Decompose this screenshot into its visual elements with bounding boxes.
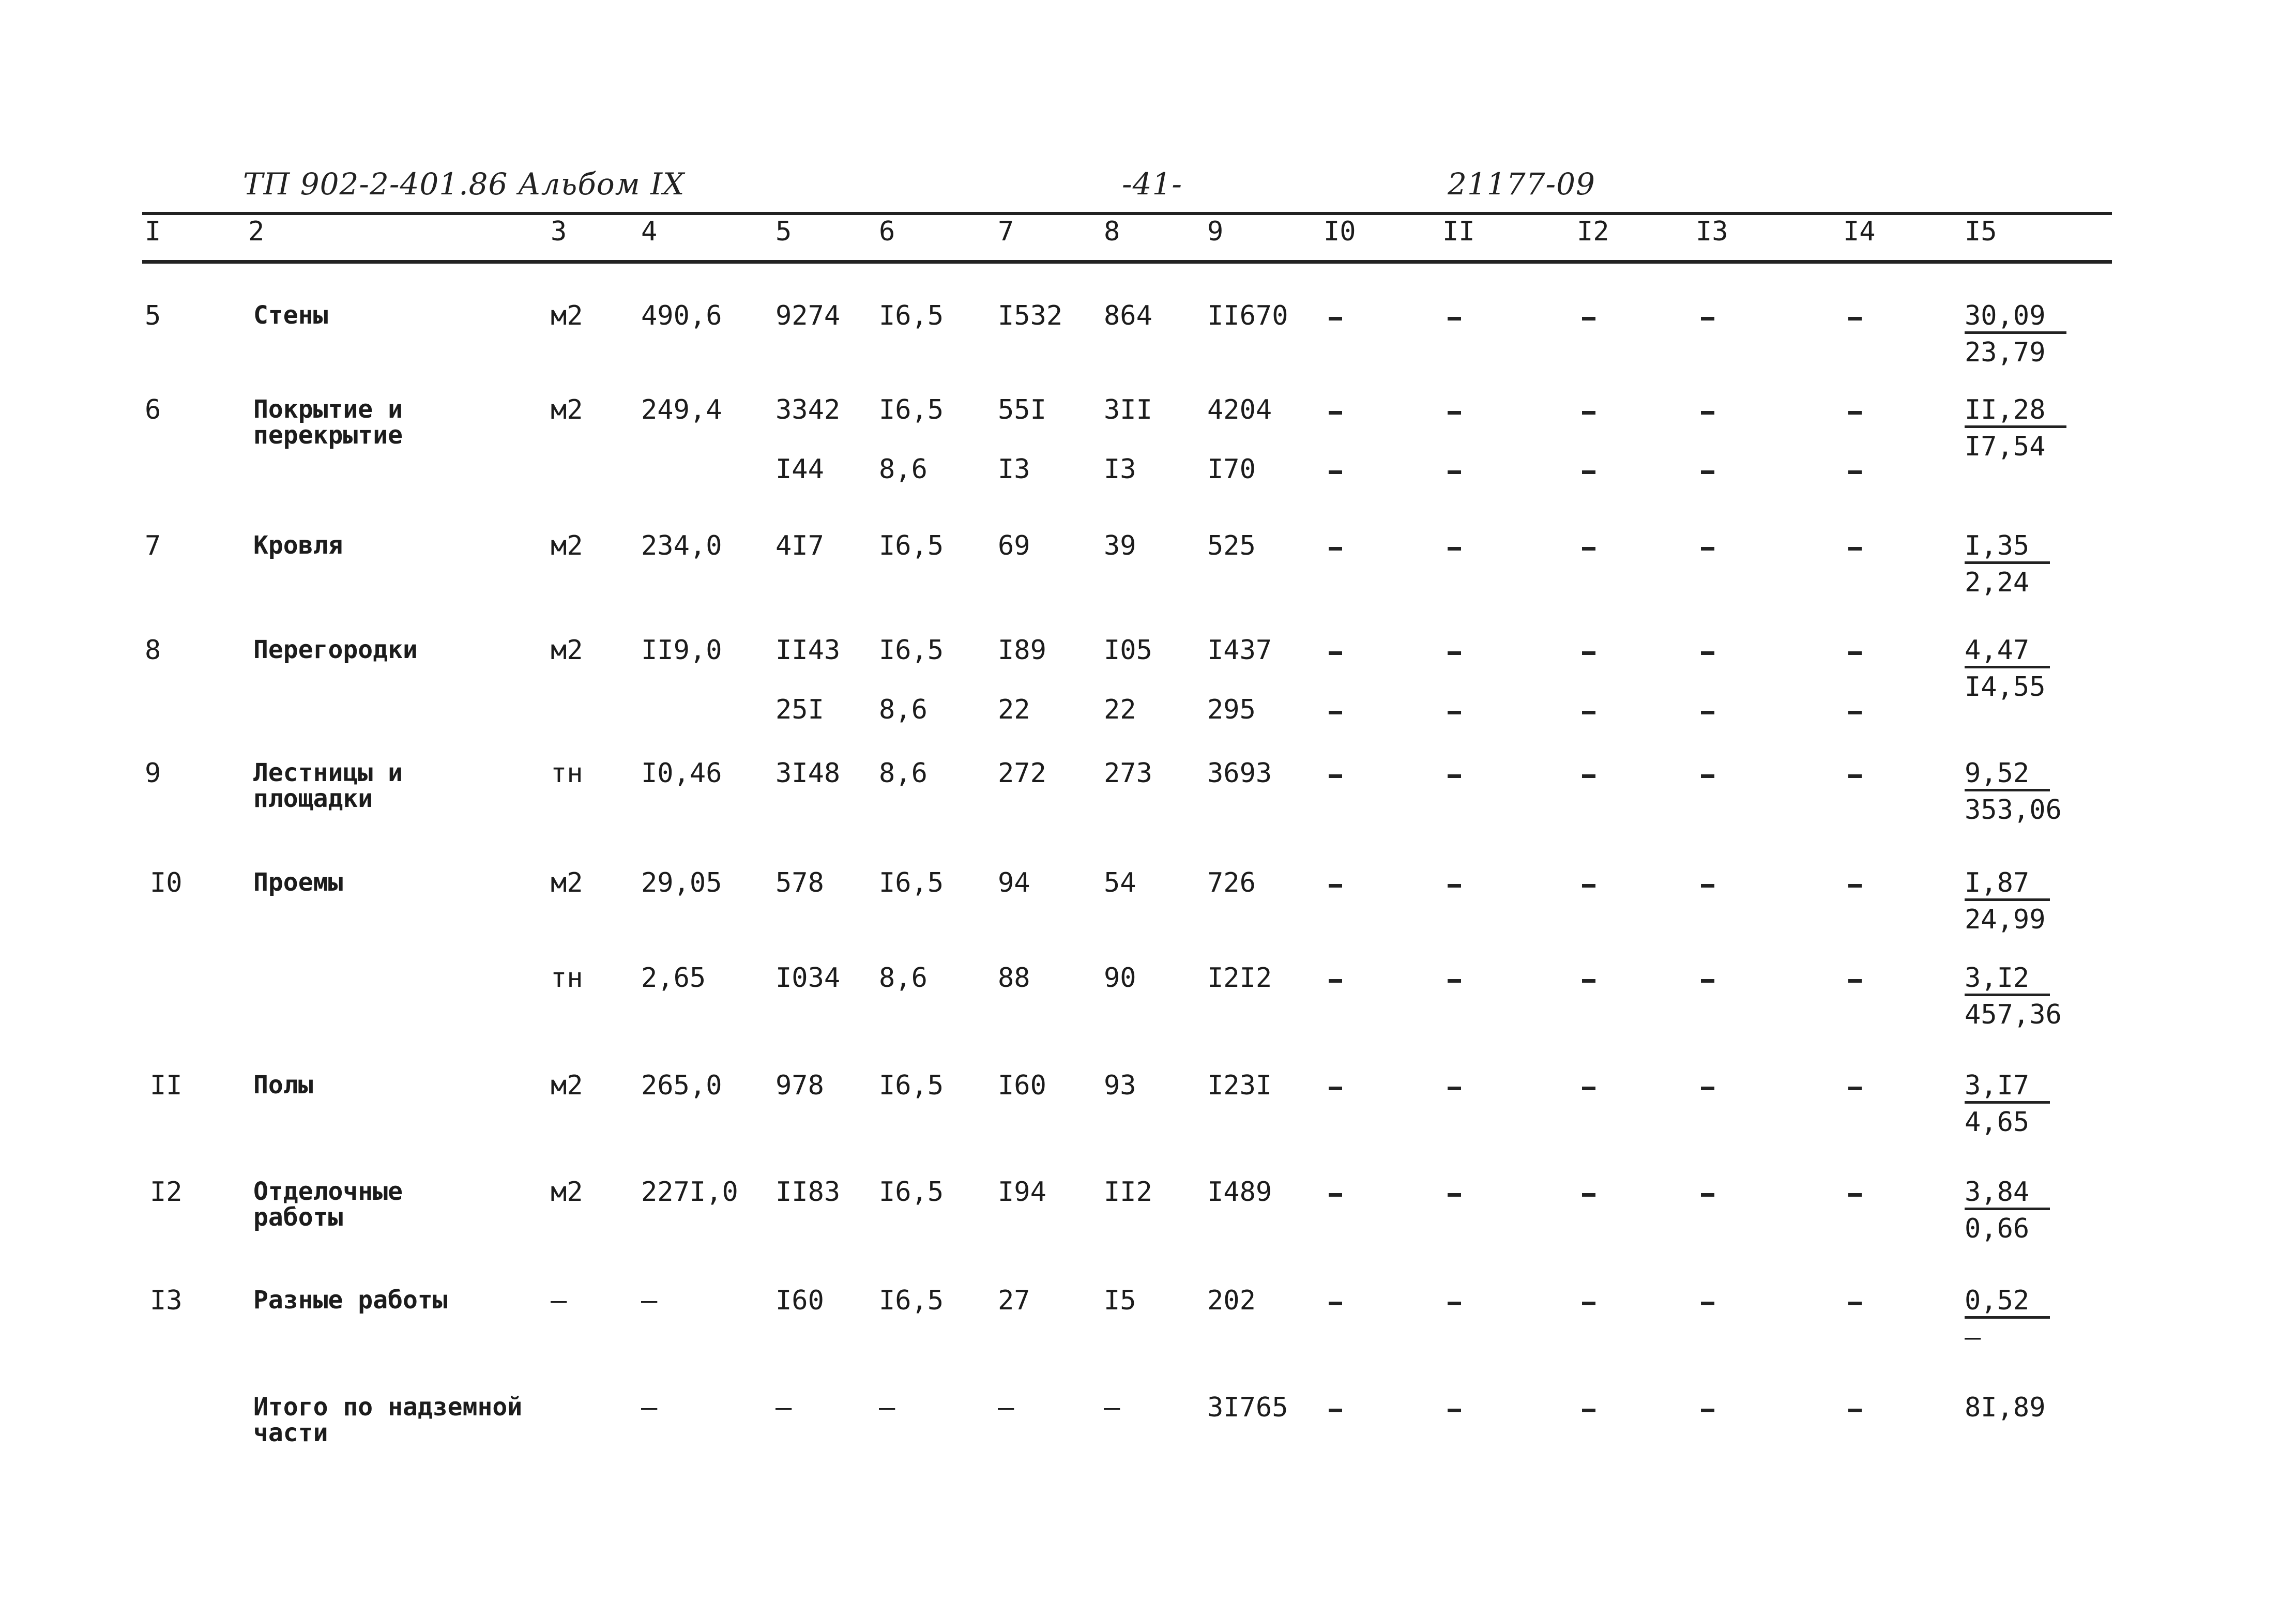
empty-dash-col-10: [1329, 470, 1342, 474]
value-col-7: 88: [998, 963, 1030, 994]
empty-dash-col-13: [1701, 979, 1714, 983]
result-denominator: 353,06: [1965, 795, 2062, 826]
value-col-8: 54: [1104, 867, 1136, 898]
empty-dash-col-11: [1448, 884, 1461, 888]
result-fraction: [1965, 1072, 2050, 1136]
empty-dash-col-10: [1329, 711, 1342, 714]
quantity-cell: –: [641, 1392, 658, 1423]
result-numerator: 0,52: [1965, 1287, 2050, 1319]
empty-dash-col-13: [1701, 1087, 1714, 1090]
empty-dash-col-13: [1701, 651, 1714, 655]
result-denominator: 457,36: [1965, 999, 2062, 1030]
value-col-8: I3: [1104, 454, 1136, 485]
empty-dash-col-14: [1848, 979, 1862, 983]
row-number: I0: [150, 867, 183, 898]
row-number: 9: [145, 758, 161, 789]
empty-dash-col-12: [1582, 651, 1595, 655]
quantity-cell: 2,65: [641, 963, 706, 994]
empty-dash-col-10: [1329, 317, 1342, 320]
result-numerator: 9,52: [1965, 760, 2050, 791]
empty-dash-col-14: [1848, 711, 1862, 714]
empty-dash-col-14: [1848, 547, 1862, 551]
row-number: II: [150, 1070, 183, 1101]
value-col-8: I5: [1104, 1285, 1136, 1316]
result-denominator: 24,99: [1965, 904, 2046, 935]
result-numerator: 3,84: [1965, 1179, 2050, 1210]
value-col-6: –: [879, 1392, 895, 1423]
result-fraction: [1965, 869, 2050, 933]
row-number: I2: [150, 1177, 183, 1208]
value-col-5: I60: [776, 1285, 824, 1316]
value-col-7: I89: [998, 635, 1046, 666]
value-col-7: I60: [998, 1070, 1046, 1101]
result-fraction: [1965, 1287, 2050, 1351]
result-denominator: 4,65: [1965, 1107, 2030, 1138]
unit-cell: –: [551, 1285, 567, 1316]
empty-dash-col-10: [1329, 1087, 1342, 1090]
column-header-6: 6: [879, 216, 895, 247]
value-col-5: I44: [776, 454, 824, 485]
quantity-cell: –: [641, 1285, 658, 1316]
quantity-cell: 265,0: [641, 1070, 722, 1101]
empty-dash-col-12: [1582, 979, 1595, 983]
empty-dash-col-13: [1701, 774, 1714, 778]
empty-dash-col-11: [1448, 651, 1461, 655]
value-col-8: 22: [1104, 694, 1136, 725]
value-col-9: I70: [1207, 454, 1256, 485]
value-col-7: –: [998, 1392, 1014, 1423]
value-col-9: II670: [1207, 300, 1288, 331]
value-col-6: 8,6: [879, 694, 927, 725]
result-numerator: 4,47: [1965, 637, 2050, 668]
quantity-cell: 227I,0: [641, 1177, 738, 1208]
row-name: Итого по надземной части: [253, 1393, 523, 1447]
row-name: Перегородки: [253, 635, 418, 664]
column-header-11: II: [1442, 216, 1475, 247]
value-col-5: 978: [776, 1070, 824, 1101]
value-col-5: I034: [776, 963, 841, 994]
row-number: 8: [145, 635, 161, 666]
empty-dash-col-11: [1448, 1409, 1461, 1412]
quantity-cell: 234,0: [641, 530, 722, 561]
result-fraction: [1965, 635, 2050, 703]
row-number: 6: [145, 394, 161, 425]
unit-cell: тн: [551, 758, 583, 789]
value-col-5: 3I48: [776, 758, 841, 789]
result-fraction: [1965, 532, 2050, 596]
column-header-15: I5: [1965, 216, 1997, 247]
unit-cell: м2: [551, 635, 583, 666]
page-number: -41-: [1122, 166, 1182, 202]
result-fraction: [1965, 965, 2062, 1028]
value-col-6: I6,5: [879, 530, 944, 561]
unit-cell: м2: [551, 530, 583, 561]
empty-dash-col-12: [1582, 774, 1595, 778]
result-numerator: 3,I7: [1965, 1072, 2050, 1104]
column-header-1: I: [145, 216, 161, 247]
value-col-9: 295: [1207, 694, 1256, 725]
result-numerator: 3,I2: [1965, 965, 2050, 996]
empty-dash-col-13: [1701, 317, 1714, 320]
empty-dash-col-14: [1848, 1302, 1862, 1305]
unit-cell: тн: [551, 963, 583, 994]
column-header-10: I0: [1324, 216, 1356, 247]
value-col-5: 3342: [776, 394, 841, 425]
value-col-7: 27: [998, 1285, 1030, 1316]
value-col-9: 202: [1207, 1285, 1256, 1316]
empty-dash-col-14: [1848, 470, 1862, 474]
quantity-cell: II9,0: [641, 635, 722, 666]
empty-dash-col-11: [1448, 1193, 1461, 1197]
value-col-9: I2I2: [1207, 963, 1272, 994]
result-numerator: I,35: [1965, 532, 2050, 564]
empty-dash-col-14: [1848, 774, 1862, 778]
column-header-4: 4: [641, 216, 658, 247]
empty-dash-col-12: [1582, 317, 1595, 320]
row-name: Отделочные работы: [253, 1177, 403, 1232]
unit-cell: м2: [551, 1070, 583, 1101]
column-header-3: 3: [551, 216, 567, 247]
column-header-7: 7: [998, 216, 1014, 247]
header-rule-top: [142, 212, 2112, 215]
value-col-9: 525: [1207, 530, 1256, 561]
value-col-9: 4204: [1207, 394, 1272, 425]
value-col-6: I6,5: [879, 1285, 944, 1316]
value-col-8: 273: [1104, 758, 1152, 789]
empty-dash-col-10: [1329, 411, 1342, 415]
value-col-8: 93: [1104, 1070, 1136, 1101]
empty-dash-col-12: [1582, 1193, 1595, 1197]
result-fraction: [1965, 396, 2066, 460]
value-col-6: I6,5: [879, 1177, 944, 1208]
empty-dash-col-11: [1448, 979, 1461, 983]
empty-dash-col-11: [1448, 317, 1461, 320]
empty-dash-col-10: [1329, 774, 1342, 778]
document-code: ТП 902-2-401.86 Альбом IX: [243, 166, 685, 202]
unit-cell: м2: [551, 1177, 583, 1208]
value-col-5: 25I: [776, 694, 824, 725]
empty-dash-col-14: [1848, 1409, 1862, 1412]
empty-dash-col-10: [1329, 1409, 1342, 1412]
result-fraction: [1965, 1179, 2050, 1242]
row-name: Кровля: [253, 531, 343, 560]
value-col-7: 55I: [998, 394, 1046, 425]
column-header-13: I3: [1696, 216, 1728, 247]
quantity-cell: 249,4: [641, 394, 722, 425]
unit-cell: м2: [551, 867, 583, 898]
value-col-5: 4I7: [776, 530, 824, 561]
empty-dash-col-12: [1582, 1087, 1595, 1090]
value-col-6: I6,5: [879, 635, 944, 666]
value-col-7: I532: [998, 300, 1063, 331]
value-col-5: II83: [776, 1177, 841, 1208]
empty-dash-col-14: [1848, 1193, 1862, 1197]
empty-dash-col-12: [1582, 711, 1595, 714]
empty-dash-col-10: [1329, 547, 1342, 551]
empty-dash-col-12: [1582, 884, 1595, 888]
row-number: I3: [150, 1285, 183, 1316]
result-denominator: –: [1965, 1322, 1981, 1353]
empty-dash-col-11: [1448, 1302, 1461, 1305]
value-col-7: I3: [998, 454, 1030, 485]
empty-dash-col-12: [1582, 1409, 1595, 1412]
empty-dash-col-13: [1701, 411, 1714, 415]
unit-cell: м2: [551, 300, 583, 331]
empty-dash-col-12: [1582, 1302, 1595, 1305]
result-numerator: II,28: [1965, 396, 2066, 428]
empty-dash-col-14: [1848, 317, 1862, 320]
value-col-7: 94: [998, 867, 1030, 898]
empty-dash-col-13: [1701, 1302, 1714, 1305]
row-number: 5: [145, 300, 161, 331]
empty-dash-col-11: [1448, 547, 1461, 551]
result-fraction: [1965, 302, 2066, 366]
value-col-9: I489: [1207, 1177, 1272, 1208]
empty-dash-col-13: [1701, 884, 1714, 888]
empty-dash-col-11: [1448, 411, 1461, 415]
result-denominator: 23,79: [1965, 337, 2046, 368]
empty-dash-col-12: [1582, 411, 1595, 415]
value-col-8: 90: [1104, 963, 1136, 994]
empty-dash-col-13: [1701, 1409, 1714, 1412]
value-col-6: 8,6: [879, 758, 927, 789]
value-col-7: 272: [998, 758, 1046, 789]
empty-dash-col-14: [1848, 884, 1862, 888]
quantity-cell: 29,05: [641, 867, 722, 898]
value-col-9: 726: [1207, 867, 1256, 898]
row-name: Стены: [253, 301, 328, 330]
value-col-5: 578: [776, 867, 824, 898]
empty-dash-col-13: [1701, 547, 1714, 551]
value-col-5: –: [776, 1392, 792, 1423]
value-col-9: I437: [1207, 635, 1272, 666]
value-col-8: –: [1104, 1392, 1120, 1423]
result-numerator: 30,09: [1965, 302, 2066, 334]
row-name: Полы: [253, 1071, 313, 1100]
value-col-8: 3II: [1104, 394, 1152, 425]
value-col-6: I6,5: [879, 867, 944, 898]
empty-dash-col-11: [1448, 1087, 1461, 1090]
result-fraction: [1965, 1394, 2066, 1428]
inventory-number: 21177-09: [1448, 166, 1595, 202]
column-header-12: I2: [1577, 216, 1609, 247]
empty-dash-col-10: [1329, 651, 1342, 655]
value-col-8: I05: [1104, 635, 1152, 666]
empty-dash-col-11: [1448, 774, 1461, 778]
value-col-5: 9274: [776, 300, 841, 331]
column-header-14: I4: [1843, 216, 1876, 247]
result-denominator: 2,24: [1965, 567, 2030, 598]
empty-dash-col-12: [1582, 547, 1595, 551]
empty-dash-col-11: [1448, 711, 1461, 714]
empty-dash-col-13: [1701, 711, 1714, 714]
value-col-8: II2: [1104, 1177, 1152, 1208]
empty-dash-col-14: [1848, 651, 1862, 655]
row-name: Лестницы и площадки: [253, 758, 403, 813]
column-header-2: 2: [248, 216, 265, 247]
value-col-6: I6,5: [879, 394, 944, 425]
value-col-7: I94: [998, 1177, 1046, 1208]
value-col-7: 69: [998, 530, 1030, 561]
column-header-8: 8: [1104, 216, 1120, 247]
header-rule-bottom: [142, 260, 2112, 264]
value-col-9: I23I: [1207, 1070, 1272, 1101]
empty-dash-col-10: [1329, 884, 1342, 888]
empty-dash-col-13: [1701, 1193, 1714, 1197]
value-col-8: 864: [1104, 300, 1152, 331]
empty-dash-col-10: [1329, 1302, 1342, 1305]
value-col-6: I6,5: [879, 1070, 944, 1101]
value-col-6: 8,6: [879, 454, 927, 485]
empty-dash-col-13: [1701, 470, 1714, 474]
row-number: 7: [145, 530, 161, 561]
value-col-6: I6,5: [879, 300, 944, 331]
row-name: Разные работы: [253, 1286, 448, 1315]
result-denominator: 0,66: [1965, 1213, 2030, 1244]
value-col-6: 8,6: [879, 963, 927, 994]
result-numerator: I,87: [1965, 869, 2050, 901]
quantity-cell: 490,6: [641, 300, 722, 331]
result-denominator: I4,55: [1965, 671, 2046, 703]
empty-dash-col-12: [1582, 470, 1595, 474]
result-fraction: [1965, 758, 2062, 826]
quantity-cell: I0,46: [641, 758, 722, 789]
value-col-9: 3I765: [1207, 1392, 1288, 1423]
value-col-5: II43: [776, 635, 841, 666]
empty-dash-col-14: [1848, 411, 1862, 415]
unit-cell: м2: [551, 394, 583, 425]
value-col-8: 39: [1104, 530, 1136, 561]
column-header-5: 5: [776, 216, 792, 247]
empty-dash-col-11: [1448, 470, 1461, 474]
empty-dash-col-14: [1848, 1087, 1862, 1090]
row-name: Покрытие и перекрытие: [253, 395, 403, 450]
row-name: Проемы: [253, 868, 343, 897]
result-denominator: I7,54: [1965, 431, 2046, 462]
empty-dash-col-10: [1329, 979, 1342, 983]
value-col-9: 3693: [1207, 758, 1272, 789]
result-numerator: 8I,89: [1965, 1392, 2046, 1423]
empty-dash-col-10: [1329, 1193, 1342, 1197]
value-col-7: 22: [998, 694, 1030, 725]
column-header-9: 9: [1207, 216, 1224, 247]
